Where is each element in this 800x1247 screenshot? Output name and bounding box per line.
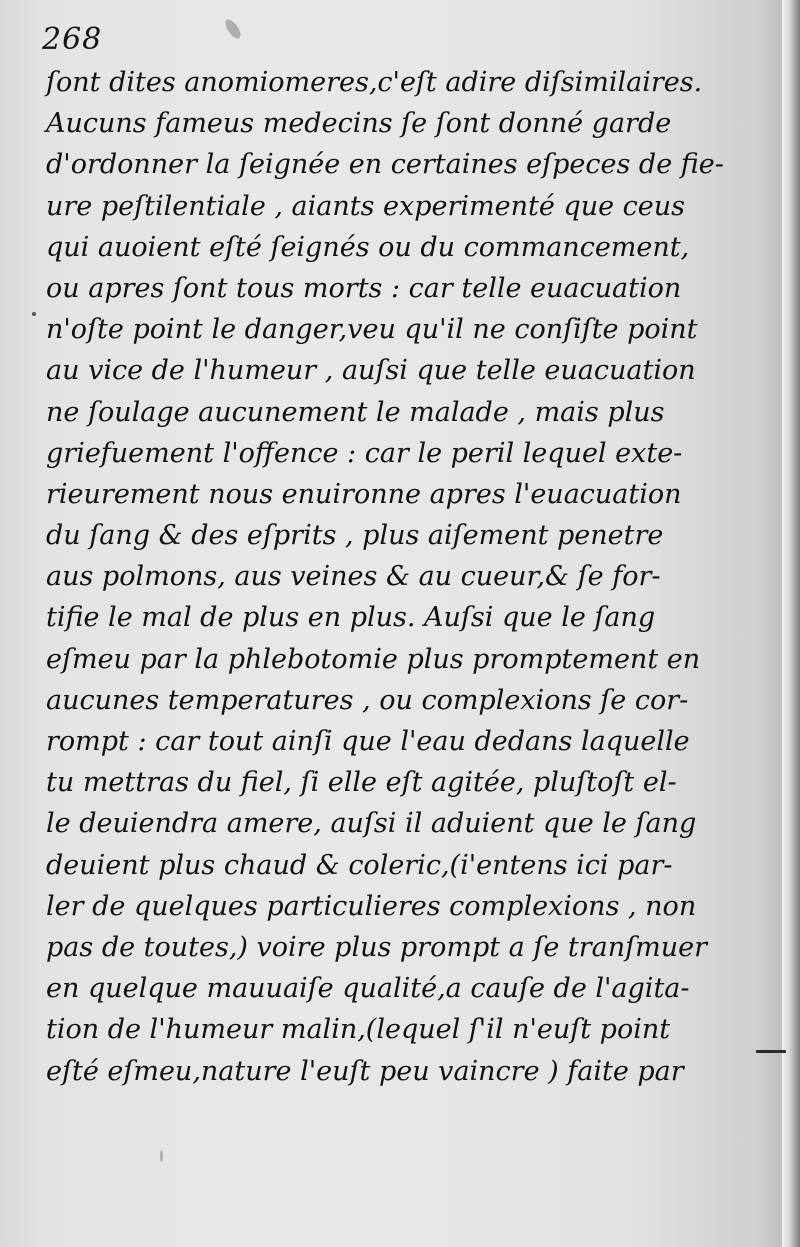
text-line: aucunes temperatures , ou complexions ſe cor- xyxy=(46,684,689,716)
text-line: tion de l'humeur malin,(lequel ſ'il n'euſt point xyxy=(46,1014,671,1046)
text-line: au vice de l'humeur , auſsi que telle euacuation xyxy=(46,355,696,387)
text-line: pas de toutes,) voire plus prompt a ſe tranſmuer xyxy=(46,931,708,963)
body-text xyxy=(46,62,724,1092)
text-line: rompt : car tout ainſi que l'eau dedans laquelle xyxy=(46,726,690,757)
ink-mark xyxy=(160,1150,163,1162)
text-line: du ſang & des eſprits , plus aiſement penetre xyxy=(46,520,664,552)
text-line: d'ordonner la ſeignée en certaines eſpeces de fie- xyxy=(46,149,724,181)
text-line: n'oſte point le danger,veu qu'il ne conſiſte point xyxy=(46,314,698,346)
ink-mark xyxy=(32,312,36,316)
page-number: 268 xyxy=(42,22,103,57)
text-line: ſont dites anomiomeres,c'eſt adire diſsimilaires. xyxy=(46,67,703,98)
text-line: qui auoient eſté ſeignés ou du commancement, xyxy=(46,231,690,263)
text-line: eſmeu par la phlebotomie plus promptement en xyxy=(46,643,701,675)
text-line: en quelque mauuaiſe qualité,a cauſe de l'agita- xyxy=(46,973,690,1005)
text-line: tu mettras du fiel, ſi elle eſt agitée, pluſtoſt el- xyxy=(46,767,677,799)
ink-mark xyxy=(756,1050,786,1053)
text-line: ou apres ſont tous morts : car telle euacuation xyxy=(46,272,682,304)
text-line: eſté eſmeu,nature l'euſt peu vaincre ) faite par xyxy=(46,1055,684,1087)
text-line: tifie le mal de plus en plus. Auſsi que le ſang xyxy=(46,602,656,634)
text-line: ure peſtilentiale , aiants experimenté que ceus xyxy=(46,190,686,222)
text-line: rieurement nous enuironne apres l'euacuation xyxy=(46,478,682,510)
text-line: ler de quelques particulieres complexions , non xyxy=(46,890,697,922)
ink-mark xyxy=(223,17,244,41)
text-line: griefuement l'offence : car le peril lequel exte- xyxy=(46,437,683,469)
text-line: deuient plus chaud & coleric,(i'entens ici par- xyxy=(46,849,673,881)
text-line: le deuiendra amere, auſsi il aduient que le ſang xyxy=(46,808,697,840)
text-line: Aucuns fameus medecins ſe ſont donné garde xyxy=(46,108,672,140)
text-line: ne ſoulage aucunement le malade , mais plus xyxy=(46,396,665,428)
book-gutter xyxy=(782,0,800,1247)
text-line: aus polmons, aus veines & au cueur,& ſe for- xyxy=(46,561,661,593)
